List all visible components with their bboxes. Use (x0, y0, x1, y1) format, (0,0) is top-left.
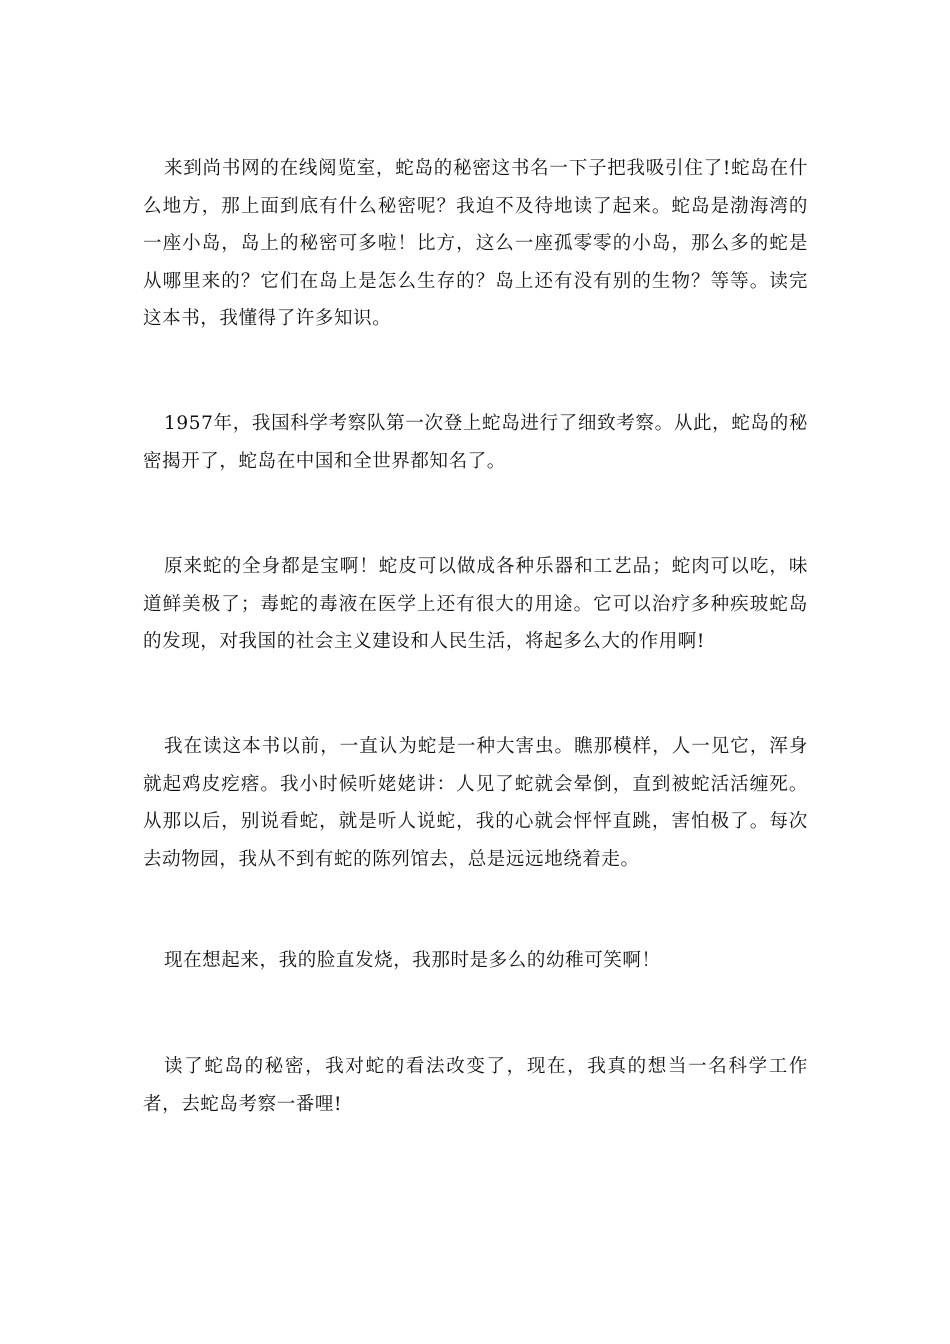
paragraph-childhood-fear: 我在读这本书以前，一直认为蛇是一种大害虫。瞧那模样，人一见它，浑身就起鸡皮疙瘩。我小时候听姥姥讲：人见了蛇就会晕倒，直到被蛇活活缠死。从那以后，别说看蛇，就是听人说蛇，我的心就会怦怦直跳，害怕极了。每次去动物园，我从不到有蛇的陈列馆去，总是远远地绕着走。 (143, 736, 808, 870)
paragraph-reflection: 现在想起来，我的脸直发烧，我那时是多么的幼稚可笑啊！ (164, 950, 661, 971)
paragraph-conclusion: 读了蛇岛的秘密，我对蛇的看法改变了，现在，我真的想当一名科学工作者，去蛇岛考察一番哩! (143, 1056, 808, 1115)
paragraph-snake-value: 原来蛇的全身都是宝啊！蛇皮可以做成各种乐器和工艺品；蛇肉可以吃，味道鲜美极了；毒蛇的毒液在医学上还有很大的用途。它可以治疗多种疾玻蛇岛的发现，对我国的社会主义建设和人民生活，将起多么大的作用啊! (143, 556, 808, 652)
paragraph-intro: 来到尚书网的在线阅览室，蛇岛的秘密这书名一下子把我吸引住了!蛇岛在什么地方，那上面到底有什么秘密呢？我迫不及待地读了起来。蛇岛是渤海湾的一座小岛，岛上的秘密可多啦！比方，这么一座孤零零的小岛，那么多的蛇是从哪里来的？它们在岛上是怎么生存的？岛上还有没有别的生物？等等。读完这本书，我懂得了许多知识。 (143, 158, 808, 329)
paragraph-1957-expedition: 1957年，我国科学考察队第一次登上蛇岛进行了细致考察。从此，蛇岛的秘密揭开了，蛇岛在中国和全世界都知名了。 (143, 413, 808, 472)
